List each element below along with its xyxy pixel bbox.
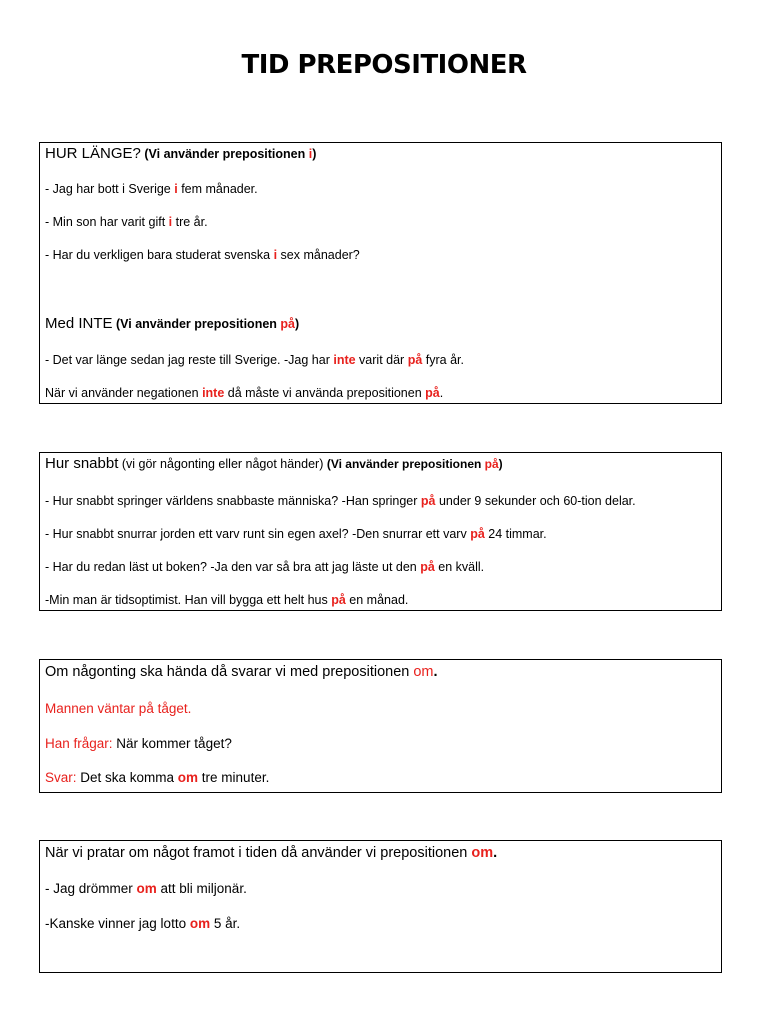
section-heading [45, 456, 503, 472]
section-heading [45, 664, 438, 680]
text: 24 timmar. [484, 527, 547, 541]
text: - Jag har bott i Sverige [45, 182, 175, 196]
text: under 9 sekunder och 60-tion delar. [435, 494, 636, 508]
highlight-preposition: i [174, 182, 178, 196]
highlight-preposition: på [484, 457, 499, 471]
text: När vi använder negationen [45, 386, 203, 400]
text: 5 år. [210, 916, 241, 931]
highlight-preposition: om [136, 881, 157, 896]
text: tre minuter. [198, 770, 270, 785]
example-line [45, 881, 247, 897]
heading-text: Om någonting ska hända då svarar vi med prepositionen [45, 664, 414, 680]
highlight-preposition: i [273, 248, 278, 262]
section-hur-lange [39, 142, 722, 404]
example-line [45, 770, 269, 786]
paren-text: (Vi använder prepositionen [326, 457, 485, 471]
section-hur-snabbt [39, 452, 722, 611]
heading-text: När vi pratar om något framot i tiden då använder vi prepositionen [45, 845, 472, 861]
example-line [45, 526, 547, 542]
highlight-preposition: i [168, 215, 173, 229]
example-line [45, 916, 240, 932]
text: en månad. [345, 593, 409, 607]
paren-text: (Vi använder prepositionen [144, 147, 309, 161]
highlight-preposition: på [425, 386, 440, 400]
paren-close: ) [312, 147, 317, 161]
highlight-preposition: i [308, 147, 313, 161]
example-line [45, 736, 232, 752]
heading-end: . [433, 664, 438, 680]
subheading-paren [116, 317, 299, 331]
text: - Hur snabbt snurrar jorden ett varv runt sin egen axel? -Den snurrar ett varv [45, 527, 471, 541]
text: varit där [355, 353, 408, 367]
example-line [45, 214, 208, 230]
section-om-framot [39, 840, 722, 973]
heading-text: Hur snabbt [45, 455, 119, 472]
text: då måste vi använda prepositionen [224, 386, 426, 400]
highlight-word: inte [333, 353, 356, 367]
text: fem månader. [177, 182, 258, 196]
paren-text: (Vi använder prepositionen [116, 317, 281, 331]
page-title: TID PREPOSITIONER [241, 50, 527, 80]
highlight-word: inte [202, 386, 225, 400]
highlight-preposition: på [407, 353, 423, 367]
example-line [45, 181, 258, 197]
text: - Har du verkligen bara studerat svenska [45, 248, 274, 262]
highlight-preposition: om [471, 845, 494, 861]
heading-end: . [493, 845, 498, 861]
example-line [45, 352, 464, 368]
heading-paren [144, 147, 316, 161]
highlight-preposition: på [470, 527, 485, 541]
example-line [45, 493, 636, 509]
text: - Det var länge sedan jag reste till Sverige. -Jag har [45, 353, 334, 367]
text: - Hur snabbt springer världens snabbaste människa? -Han springer [45, 494, 421, 508]
highlight-preposition: om [177, 770, 199, 785]
highlight-preposition: om [413, 664, 434, 680]
text: Det ska komma [76, 770, 178, 785]
example-line [45, 559, 484, 575]
text: - Jag drömmer [45, 881, 137, 896]
example-line [45, 592, 408, 608]
text: Mannen väntar på tåget. [45, 701, 192, 716]
highlight-preposition: på [420, 560, 435, 574]
heading-mid: (vi gör någonting eller något händer) [118, 457, 327, 471]
subheading-text: Med INTE [45, 315, 113, 332]
text: -Kanske vinner jag lotto [45, 916, 190, 931]
section-om-framtid [39, 659, 722, 793]
heading-text: HUR LÄNGE? [45, 145, 141, 162]
section-subheading [45, 316, 299, 332]
text: en kväll. [434, 560, 485, 574]
heading-paren [327, 457, 503, 471]
text: -Min man är tidsoptimist. Han vill bygga ett helt hus [45, 593, 332, 607]
example-line [45, 247, 360, 263]
text: - Min son har varit gift [45, 215, 169, 229]
paren-close: ) [294, 317, 300, 331]
text: När kommer tåget? [112, 736, 232, 751]
text: fyra år. [422, 353, 464, 367]
text: . [439, 386, 444, 400]
text: tre år. [172, 215, 208, 229]
text: sex månader? [277, 248, 360, 262]
speaker-label: Han frågar: [45, 736, 113, 751]
section-heading [45, 146, 316, 162]
section-heading [45, 845, 497, 861]
highlight-preposition: på [331, 593, 346, 607]
highlight-preposition: på [420, 494, 436, 508]
text: att bli miljonär. [156, 881, 247, 896]
example-line [45, 385, 443, 401]
speaker-label: Svar: [45, 770, 77, 785]
highlight-preposition: om [189, 916, 211, 931]
example-line [45, 701, 191, 717]
paren-close: ) [498, 457, 503, 471]
text: - Har du redan läst ut boken? -Ja den var så bra att jag läste ut den [45, 560, 421, 574]
highlight-preposition: på [280, 317, 295, 331]
